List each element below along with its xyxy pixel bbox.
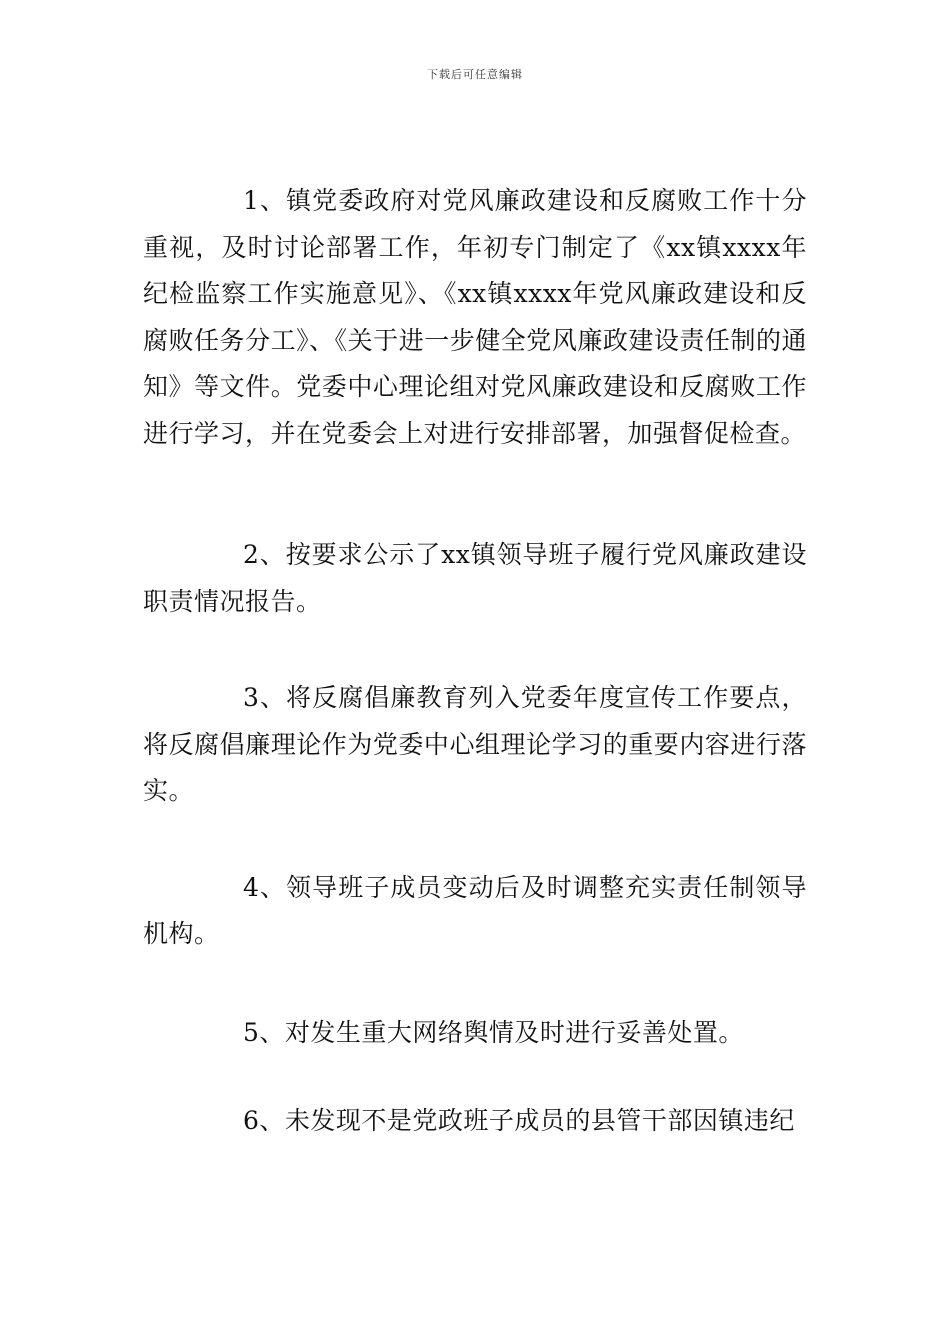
paragraph-3: 3、将反腐倡廉教育列入党委年度宣传工作要点，将反腐倡廉理论作为党委中心组理论学习的重要内容进行落实。: [143, 683, 807, 805]
paragraph-1: 1、镇党委政府对党风廉政建设和反腐败工作十分重视，及时讨论部署工作，年初专门制定了《xx镇xxxx年纪检监察工作实施意见》、《xx镇xxxx年党风廉政建设和反腐败任务分工》、《关于进一步健全党风廉政建设责任制的通知》等文件。党委中心理论组对党风廉政建设和反腐败工作进行学习，并在党委会上对进行安排部署，加强督促检查。: [143, 186, 807, 448]
document-body: [143, 178, 807, 1145]
paragraph-2: 2、按要求公示了xx镇领导班子履行党风廉政建设职责情况报告。: [143, 540, 807, 616]
paragraph-6: 6、未发现不是党政班子成员的县管干部因镇违纪: [243, 1106, 795, 1135]
paragraph-4: 4、领导班子成员变动后及时调整充实责任制领导机构。: [143, 872, 807, 948]
page-header-note: 下载后可任意编辑: [427, 68, 523, 81]
paragraph-5: 5、对发生重大网络舆情及时进行妥善处置。: [243, 1017, 744, 1047]
